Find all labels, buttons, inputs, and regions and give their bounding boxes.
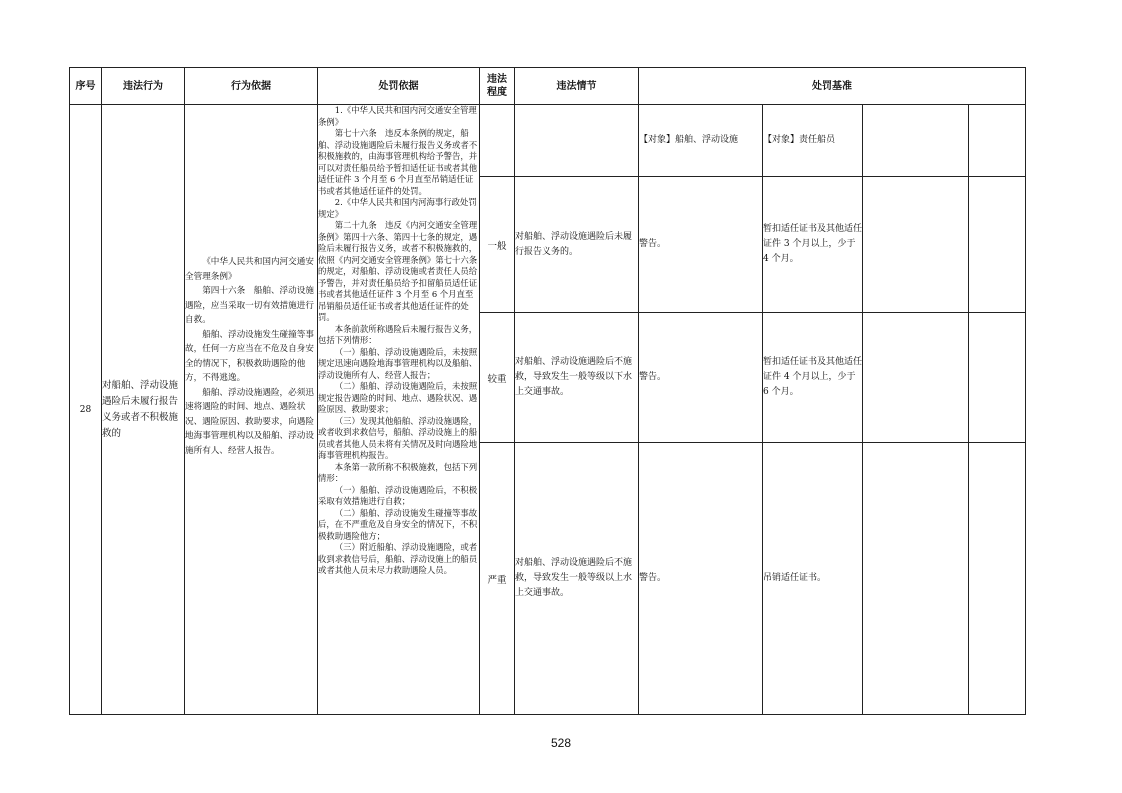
act-basis-cell xyxy=(185,105,318,715)
empty-cell xyxy=(969,313,1026,443)
table-row xyxy=(70,105,1026,177)
penalty-basis-line: （一）船舶、浮动设施遇险后，不积极采取有效措施进行自救； xyxy=(318,484,478,506)
table-header-row xyxy=(70,68,1026,105)
header-no: 序号 xyxy=(70,68,102,105)
act-basis-line: 船舶、浮动设施发生碰撞等事故，任何一方应当在不危及自身安全的情况下，积极救助遇险的他方，不得逃逸。 xyxy=(185,329,314,383)
empty-cell xyxy=(969,177,1026,313)
header-penalty-basis: 处罚依据 xyxy=(318,68,480,105)
header-plot: 违法情节 xyxy=(515,68,639,105)
degree-severe: 严重 xyxy=(480,443,515,715)
plot-serious: 对船舶、浮动设施遇险后不施救，导致发生一般等级以下水上交通事故。 xyxy=(515,313,639,443)
act-basis-line: 第四十六条 船舶、浮动设施遇险，应当采取一切有效措施进行自救。 xyxy=(185,286,314,325)
penalty-basis-line: （三）附近船舶、浮动设施遇险，或者收到求救信号后，船舶、浮动设施上的船员或者其他人员未尽力救助遇险人员。 xyxy=(318,542,478,575)
penalty-basis-line: 2.《中华人民共和国内河海事行政处罚规定》 xyxy=(318,197,477,219)
penalty-standard-table xyxy=(69,67,1026,715)
empty-cell xyxy=(863,313,969,443)
act-cell: 对船舶、浮动设施遇险后未履行报告义务或者不积极施救的 xyxy=(102,105,185,715)
empty-cell xyxy=(863,105,969,177)
penalty-basis-cell xyxy=(318,105,480,715)
empty-cell xyxy=(863,177,969,313)
penalty-basis-line: （二）船舶、浮动设施发生碰撞等事故后，在不严重危及自身安全的情况下，不积极救助遇险他方； xyxy=(318,507,478,541)
penalty-basis-line: 1.《中华人民共和国内河交通安全管理条例》 xyxy=(318,105,477,127)
penalty-basis-line: （三）发现其他船舶、浮动设施遇险，或者收到求救信号，船舶、浮动设施上的船员或者其他人员未将有关情况及时向遇险地海事管理机构报告。 xyxy=(318,415,478,460)
vessel-penalty-severe: 警告。 xyxy=(639,443,763,715)
plot-general: 对船舶、浮动设施遇险后未履行报告义务的。 xyxy=(515,177,639,313)
crew-penalty-general: 暂扣适任证书及其他适任证件 3 个月以上，少于 4 个月。 xyxy=(763,177,863,313)
header-degree: 违法程度 xyxy=(480,68,515,105)
vessel-penalty-general: 警告。 xyxy=(639,177,763,313)
act-basis-line: 《中华人民共和国内河交通安全管理条例》 xyxy=(185,257,314,282)
penalty-basis-line: （一）船舶、浮动设施遇险后，未按照规定迅速向遇险地海事管理机构以及船舶、浮动设施所有人、经营人报告； xyxy=(318,346,478,380)
vessel-penalty-serious: 警告。 xyxy=(639,313,763,443)
degree-empty xyxy=(480,105,515,177)
plot-severe: 对船舶、浮动设施遇险后不施救，导致发生一般等级以上水上交通事故。 xyxy=(515,443,639,715)
crew-penalty-severe: 吊销适任证书。 xyxy=(763,443,863,715)
header-act: 违法行为 xyxy=(102,68,185,105)
empty-cell xyxy=(969,105,1026,177)
page-number: 528 xyxy=(550,736,572,750)
empty-cell xyxy=(969,443,1026,715)
penalty-basis-line: （二）船舶、浮动设施遇险后，未按照规定报告遇险的时间、地点、遇险状况、遇险原因、救助要求； xyxy=(318,381,478,414)
act-basis-line: 船舶、浮动设施遇险，必须迅速将遇险的时间、地点、遇险状况、遇险原因、救助要求，向遇险地海事管理机构以及船舶、浮动设施所有人、经营人报告。 xyxy=(185,387,314,456)
penalty-basis-line: 本条第一款所称不积极施救，包括下列情形： xyxy=(318,461,478,483)
header-act-basis: 行为依据 xyxy=(185,68,318,105)
crew-penalty-serious: 暂扣适任证书及其他适任证件 4 个月以上，少于 6 个月。 xyxy=(763,313,863,443)
penalty-basis-line: 本条前款所称遇险后未履行报告义务，包括下列情形： xyxy=(318,323,478,345)
degree-general: 一般 xyxy=(480,177,515,313)
target-crew: 【对象】责任船员 xyxy=(763,105,863,177)
plot-empty xyxy=(515,105,639,177)
row-number: 28 xyxy=(70,105,102,715)
degree-serious: 较重 xyxy=(480,313,515,443)
target-vessel: 【对象】船舶、浮动设施 xyxy=(639,105,763,177)
penalty-basis-line: 第七十六条 违反本条例的规定，船舶、浮动设施遇险后未履行报告义务或者不积极施救的，由海事管理机构给予警告，并可以对责任船员给予暂扣适任证书或者其他适任证件 3 个月至 6 个月直至吊销适任证书或者其他适任证件的处罚。 xyxy=(318,128,478,196)
penalty-basis-line: 第二十九条 违反《内河交通安全管理条例》第四十六条、第四十七条的规定，遇险后未履行报告义务，或者不积极施救的，依照《内河交通安全管理条例》第七十六条的规定，对船舶、浮动设施或者责任人员给予警告，并对责任船员给予扣留船员适任证书或者其他适任证件 3 个月至 6 个月直至吊销船员适任证书或者其他适任证件的处罚。 xyxy=(318,220,478,322)
header-standard: 处罚基准 xyxy=(639,68,1026,105)
empty-cell xyxy=(863,443,969,715)
